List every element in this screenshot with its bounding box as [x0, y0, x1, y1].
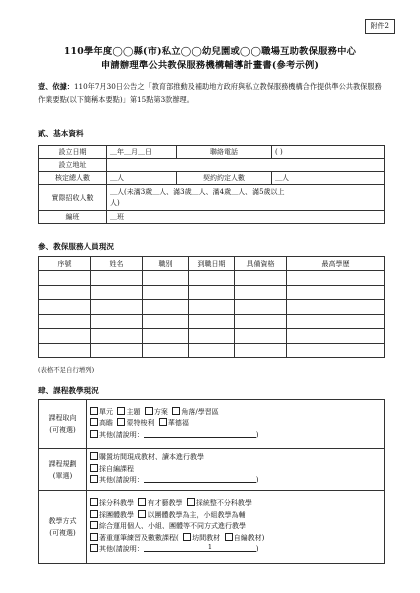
option-label: 坊間教材 [192, 533, 221, 542]
close-paren: ) [255, 545, 259, 554]
curriculum-options [87, 400, 385, 449]
option-line [90, 464, 381, 476]
address-label: 設立地址 [39, 159, 107, 172]
checkbox[interactable] [159, 418, 167, 426]
phone-value[interactable]: ( ) [272, 146, 385, 159]
staff-cell[interactable] [189, 300, 235, 315]
phone-label: 聯絡電話 [177, 146, 272, 159]
curriculum-options [87, 449, 385, 491]
staff-cell[interactable] [235, 329, 287, 344]
option-label: 有才藝教學 [147, 499, 183, 508]
checkbox[interactable] [187, 498, 195, 506]
staff-cell[interactable] [143, 285, 189, 300]
curriculum-row-label [39, 491, 87, 564]
curriculum-row [39, 491, 385, 564]
staff-cell[interactable] [235, 343, 287, 358]
staff-cell[interactable] [91, 329, 143, 344]
option-label: 採自編課程 [99, 464, 134, 473]
curriculum-label-text: (可複選) [49, 426, 76, 434]
curriculum-table [38, 399, 385, 564]
checkbox[interactable] [117, 418, 125, 426]
curriculum-label-text: 教學方式 [48, 517, 77, 525]
option-label: 主題 [126, 407, 141, 416]
staff-cell[interactable] [39, 343, 91, 358]
staff-header-no: 序號 [39, 257, 91, 271]
staff-header-education: 最高學歷 [287, 257, 385, 271]
contract-total-label: 契約約定人數 [177, 172, 272, 185]
checkbox[interactable] [90, 418, 98, 426]
checkbox[interactable] [138, 510, 146, 518]
option-label: 採團體教學 [99, 510, 134, 519]
basis-paragraph [38, 80, 383, 106]
staff-cell[interactable] [91, 285, 143, 300]
staff-row [39, 329, 385, 344]
section2-heading: 貳、基本資料 [38, 129, 84, 138]
checkbox[interactable] [90, 430, 98, 438]
staff-cell[interactable] [189, 285, 235, 300]
option-label: 單元 [99, 407, 113, 416]
staff-cell[interactable] [287, 300, 385, 315]
address-value[interactable] [107, 159, 385, 172]
staff-cell[interactable] [39, 329, 91, 344]
option-line [90, 475, 381, 487]
staff-header-title: 職別 [143, 257, 189, 271]
checkbox[interactable] [183, 533, 191, 541]
staff-cell[interactable] [143, 300, 189, 315]
basis-text: 110年7月30日公告之「教育部推動及補助地方政府與私立教保服務機構合作提供準公共教保服務作業要點(以下簡稱本要點)」第15點第3款辦理。 [38, 82, 382, 104]
option-label: 蒙特梭利 [126, 419, 155, 428]
staff-row [39, 343, 385, 358]
option-line [90, 430, 381, 442]
option-line [90, 510, 381, 522]
staff-cell[interactable] [287, 285, 385, 300]
option-label: 購置坊間現成教材、讀本進行教學 [99, 453, 204, 462]
option-label: 著重運筆練習及數數課程( [99, 533, 179, 542]
basis-label: 壹、依據： [38, 82, 74, 91]
curriculum-row [39, 400, 385, 449]
classes-label: 編班 [39, 211, 107, 224]
staff-row [39, 285, 385, 300]
option-label: 角落/學習區 [181, 407, 219, 416]
staff-cell[interactable] [189, 329, 235, 344]
option-label: 綜合運用個人、小組、團體等不同方式進行教學 [99, 522, 246, 531]
staff-cell[interactable] [287, 343, 385, 358]
curriculum-label-text: (可複選) [49, 529, 76, 537]
staff-cell[interactable] [143, 314, 189, 329]
checkbox[interactable] [90, 407, 98, 415]
staff-cell[interactable] [287, 329, 385, 344]
staff-cell[interactable] [189, 271, 235, 286]
checkbox[interactable] [145, 407, 153, 415]
established-date-label: 設立日期 [39, 146, 107, 159]
curriculum-row [39, 449, 385, 491]
staff-cell[interactable] [39, 271, 91, 286]
section3-heading: 參、教保服務人員現況 [38, 242, 114, 251]
curriculum-row-label [39, 449, 87, 491]
staff-cell[interactable] [235, 300, 287, 315]
curriculum-label-text: 課程取向 [48, 414, 77, 422]
title-line-1: 110學年度◯◯縣(市)私立◯◯幼兒園或◯◯職場互助教保服務中心 [63, 46, 357, 57]
staff-cell[interactable] [39, 300, 91, 315]
checkbox[interactable] [90, 475, 98, 483]
section4-heading: 肆、課程教學現況 [38, 386, 99, 395]
checkbox[interactable] [90, 510, 98, 518]
staff-header-name: 姓名 [91, 257, 143, 271]
staff-cell[interactable] [91, 343, 143, 358]
actual-enrolled-label: 實際招收人數 [39, 185, 107, 211]
option-label: 自編教材) [233, 533, 265, 542]
staff-header-start-date: 到職日期 [189, 257, 235, 271]
curriculum-options [87, 491, 385, 564]
curriculum-row-label [39, 400, 87, 449]
checkbox[interactable] [172, 407, 180, 415]
staff-cell[interactable] [91, 271, 143, 286]
staff-header-qualification: 具備資格 [235, 257, 287, 271]
staff-cell[interactable] [143, 343, 189, 358]
staff-table [38, 256, 385, 358]
established-date-value[interactable]: ＿年＿月＿日 [107, 146, 177, 159]
actual-enrolled-value[interactable] [107, 185, 385, 211]
staff-cell[interactable] [189, 343, 235, 358]
checkbox[interactable] [117, 407, 125, 415]
staff-cell[interactable] [287, 271, 385, 286]
option-label: 華德福 [167, 419, 189, 428]
option-label: 其他(請說明： [99, 476, 144, 485]
close-paren: ) [255, 476, 259, 485]
contract-total-value[interactable]: ＿人 [272, 172, 385, 185]
close-paren: ) [255, 430, 259, 439]
staff-row [39, 314, 385, 329]
staff-row [39, 300, 385, 315]
actual-enrolled-line-2: 人) [110, 198, 120, 207]
option-line [90, 498, 381, 510]
checkbox[interactable] [90, 498, 98, 506]
curriculum-label-text: (單選) [52, 471, 73, 480]
classes-value[interactable]: ＿班 [107, 211, 385, 224]
staff-cell[interactable] [235, 314, 287, 329]
explain-input[interactable] [144, 430, 256, 438]
option-label: 其他(請說明： [99, 430, 144, 439]
explain-input[interactable] [144, 475, 256, 483]
staff-cell[interactable] [143, 329, 189, 344]
table-note: (表格不足自行增列) [38, 366, 95, 374]
option-line [90, 418, 381, 430]
attachment-label: 附件2 [365, 19, 395, 34]
approved-total-label: 核定總人數 [39, 172, 107, 185]
staff-cell[interactable] [91, 300, 143, 315]
checkbox[interactable] [90, 452, 98, 460]
checkbox[interactable] [225, 533, 233, 541]
page-number: 1 [207, 543, 213, 551]
curriculum-label-text: 課程規劃 [48, 459, 77, 468]
option-label: 方案 [153, 407, 168, 416]
option-line [90, 407, 381, 419]
option-line [90, 452, 381, 464]
staff-cell[interactable] [235, 271, 287, 286]
staff-cell[interactable] [189, 314, 235, 329]
option-label: 採分科教學 [99, 499, 134, 508]
staff-cell[interactable] [39, 285, 91, 300]
actual-enrolled-line-1: ＿人(未滿3歲＿人、滿3歲＿人、滿4歲＿人、滿5歲以上 [110, 187, 285, 196]
option-label: 其他(請說明： [99, 545, 144, 554]
staff-row [39, 271, 385, 286]
staff-cell[interactable] [235, 285, 287, 300]
option-label: 以團體教學為主，小組教學為輔 [147, 510, 246, 519]
option-label: 高瞻 [99, 419, 113, 428]
option-label: 採統整不分科教學 [195, 499, 252, 508]
option-line [90, 521, 381, 533]
basic-info-table [38, 145, 385, 224]
staff-cell[interactable] [39, 314, 91, 329]
staff-cell[interactable] [91, 314, 143, 329]
staff-cell[interactable] [143, 271, 189, 286]
checkbox[interactable] [90, 521, 98, 529]
checkbox[interactable] [90, 533, 98, 541]
checkbox[interactable] [138, 498, 146, 506]
title-line-2: 申請辦理準公共教保服務機構輔導計畫書(參考示例) [100, 60, 320, 71]
staff-cell[interactable] [287, 314, 385, 329]
checkbox[interactable] [90, 464, 98, 472]
approved-total-value[interactable]: ＿人 [107, 172, 177, 185]
